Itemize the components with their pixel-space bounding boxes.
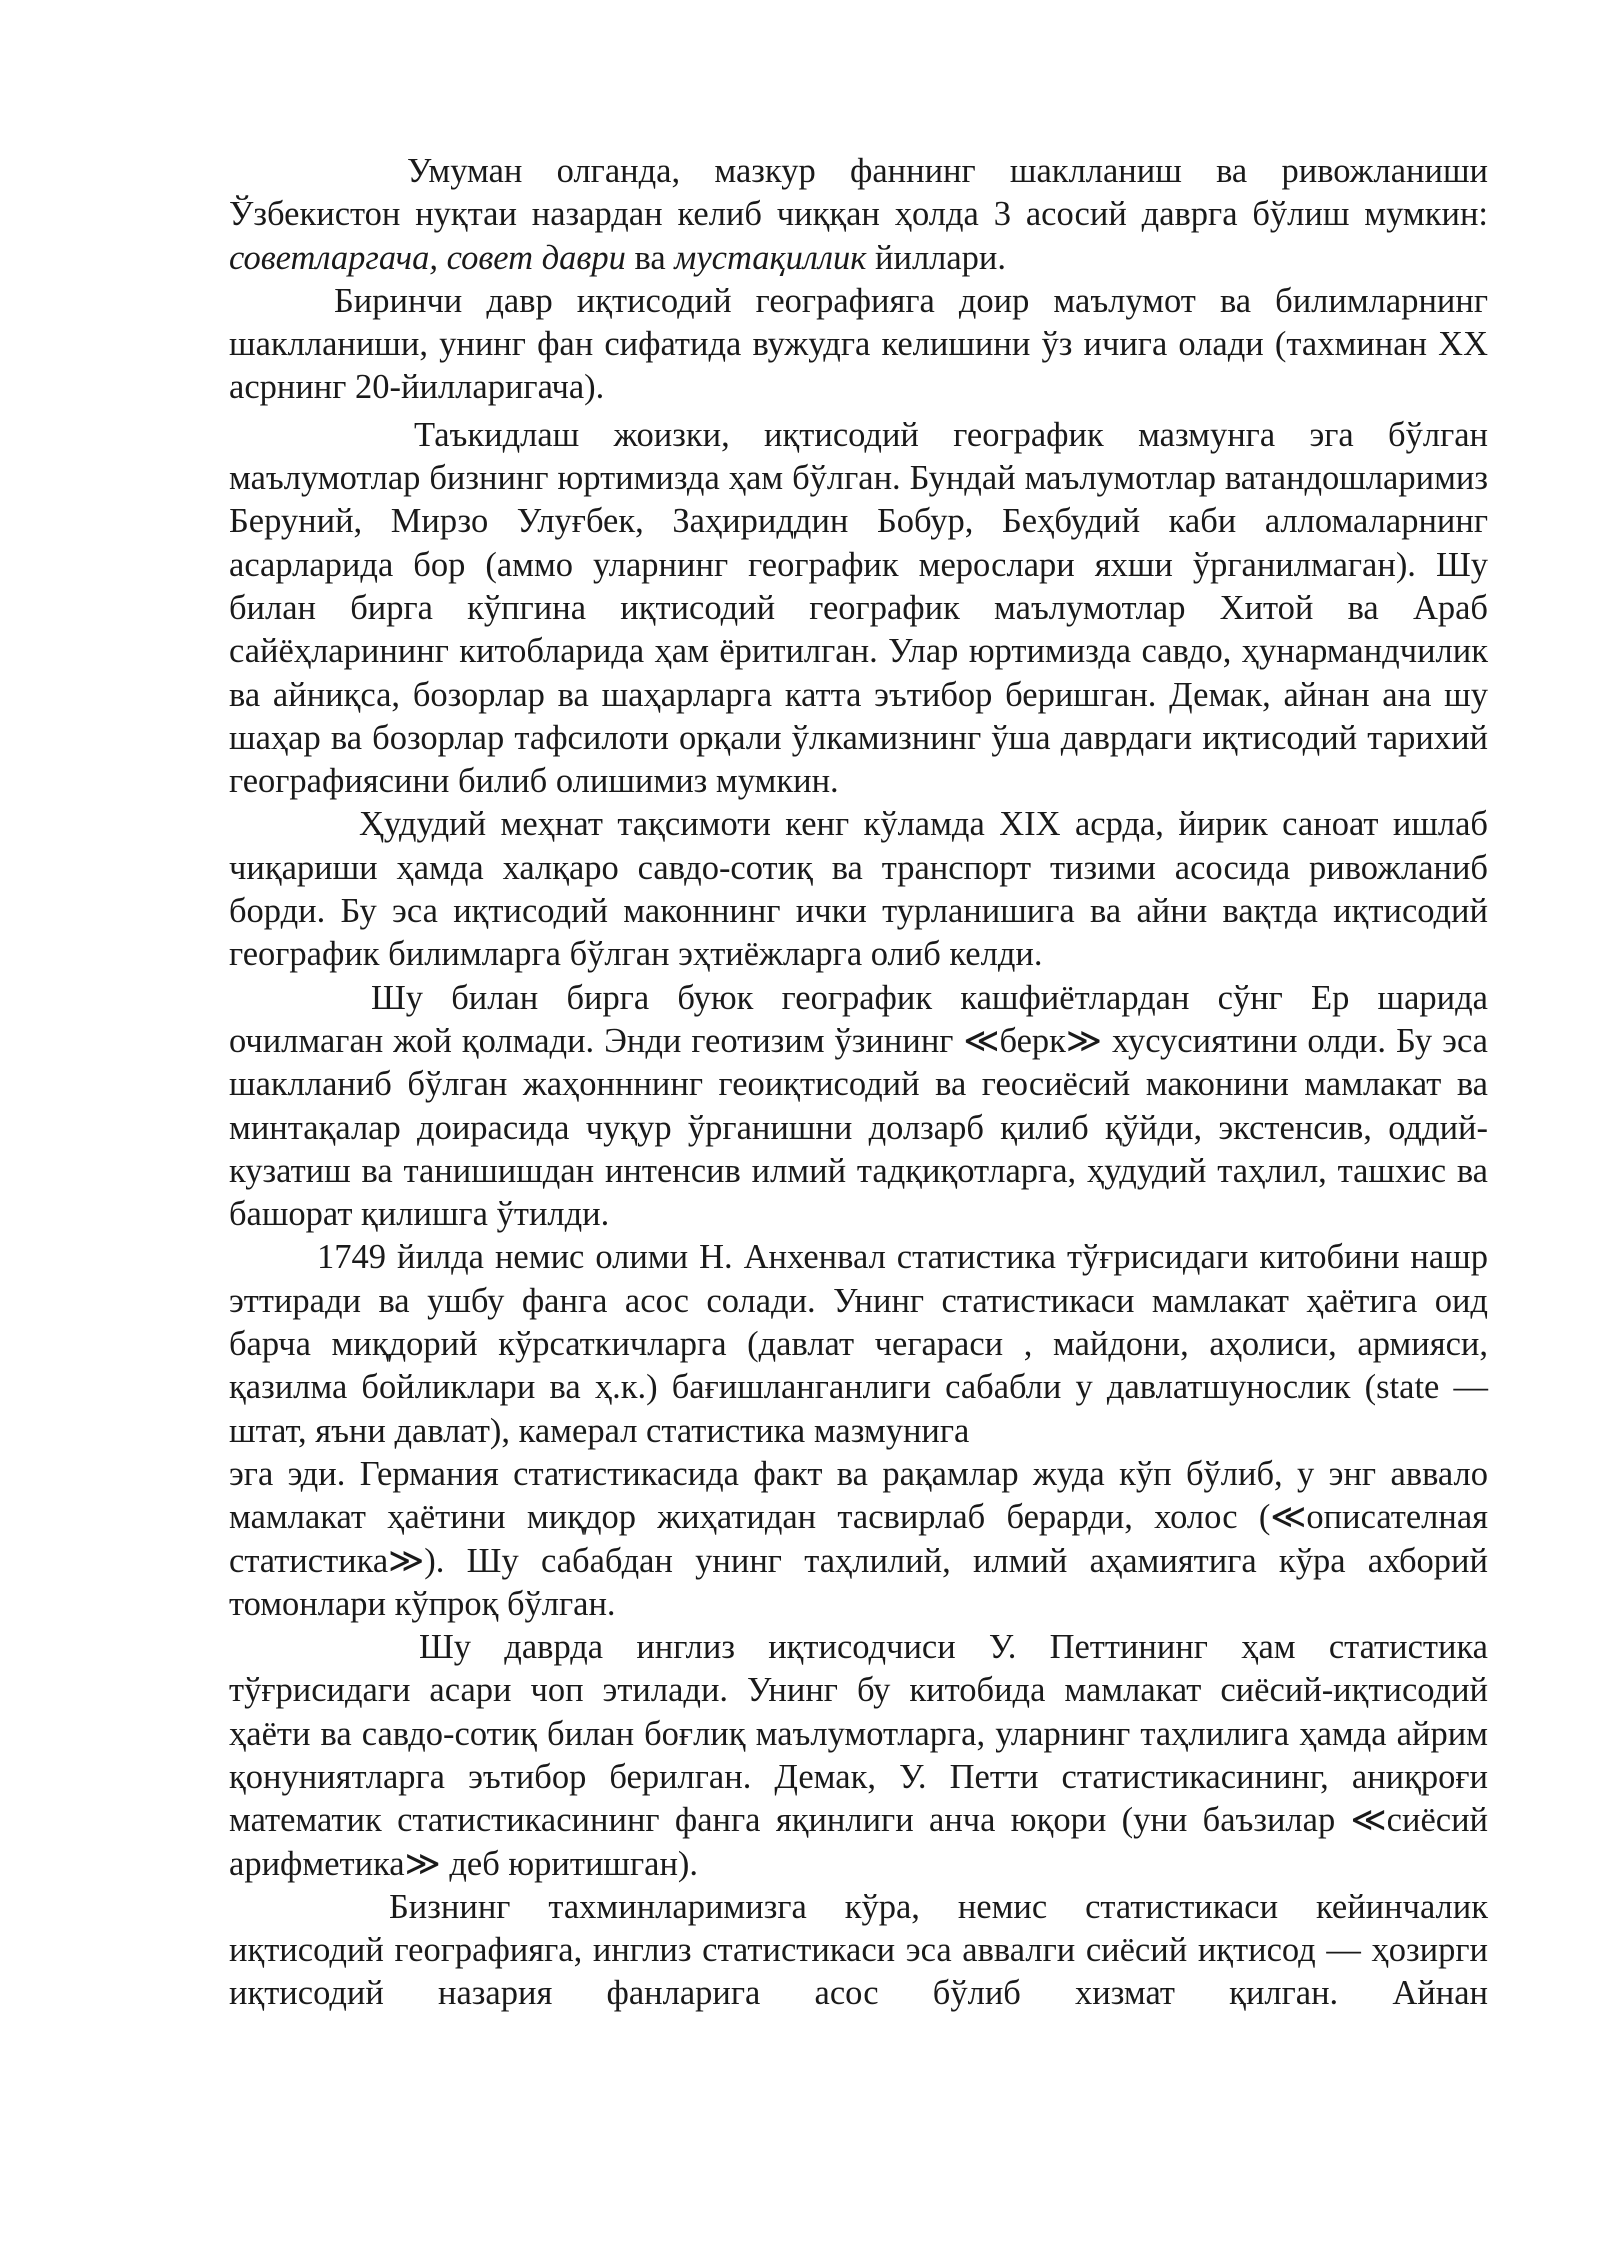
document-body bbox=[229, 150, 1488, 2016]
paragraph-6: 1749 йилда немис олими Н. Анхенвал статистика тўғрисидаги китобини нашр эттиради ва ушбу фанга асос солади. Унинг статистикаси мамлакат ҳаётига оид барча миқдорий кўрсаткичларга (давлат чегараси , майдони, аҳолиси, армияси, қазилма бойликлари ва ҳ.к.) бағишланганлиги сабабли у давлатшунослик (state — штат, яъни давлат), камерал статистика мазмунига bbox=[229, 1238, 1488, 1450]
paragraph-1 bbox=[229, 150, 1488, 280]
paragraph-2: Биринчи давр иқтисодий географияга доир маълумот ва билимларнинг шаклланиши, унинг фан сифатида вужудга келишини ўз ичига олади (тахминан XX асрнинг 20-йилларигача). bbox=[229, 281, 1488, 407]
paragraph-8: Шу даврда инглиз иқтисодчиси У. Петтининг ҳам статистика тўғрисидаги асари чоп этилади. Унинг бу китобида мамлакат сиёсий-иқтисодий ҳаёти ва савдо-сотиқ билан боғлиқ маълумотларга, уларнинг таҳлилига ҳамда айрим қонуниятларга эътибор берилган. Демак, У. Петти статистикасининг, аниқроғи математик статистикасининг фанга яқинлиги анча юқори (уни баъзилар ≪сиёсий арифметика≫ деб юритишган). bbox=[229, 1628, 1488, 1883]
paragraph-1-italic-independence: мустақиллик bbox=[674, 238, 867, 277]
paragraph-3: Таъкидлаш жоизки, иқтисодий географик мазмунга эга бўлган маълумотлар бизнинг юртимизда ҳам бўлган. Бундай маълумотлар ватандошларимиз Беруний, Мирзо Улуғбек, Заҳириддин Бобур, Беҳбудий каби алломаларнинг асарларида бор (аммо уларнинг географик мерослари яхши ўрганилмаган). Шу билан бирга кўпгина иқтисодий географик маълумотлар Хитой ва Араб сайёҳларининг китобларида ҳам ёритилган. Улар юртимизда савдо, ҳунармандчилик ва айниқса, бозорлар ва шаҳарларга катта эътибор беришган. Демак, айнан ана шу шаҳар ва бозорлар тафсилоти орқали ўлкамизнинг ўша даврдаги иқтисодий тарихий географиясини билиб олишимиз мумкин. bbox=[229, 415, 1488, 801]
paragraph-7: эга эди. Германия статистикасида факт ва рақамлар жуда кўп бўлиб, у энг аввало мамлакат ҳаётини миқдор жиҳатидан тасвирлаб берарди, холос (≪описателная статистика≫). Шу сабабдан унинг таҳлилий, илмий аҳамиятига кўра ахборий томонлари кўпроқ бўлган. bbox=[229, 1454, 1488, 1623]
paragraph-1-text-a: Умуман олганда, мазкур фаннинг шаклланиш ва ривожланиши Ўзбекистон нуқтаи назардан келиб чиққан ҳолда 3 асосий даврга бўлиш мумкин: bbox=[229, 152, 1488, 234]
paragraph-9: Бизнинг тахминларимизга кўра, немис статистикаси кейинчалик иқтисодий географияга, инглиз статистикаси эса аввалги сиёсий иқтисод — ҳозирги иқтисодий назария фанларига асос бўлиб хизмат қилган. Айнан bbox=[229, 1887, 1488, 2013]
paragraph-1-text-c: йиллари. bbox=[866, 238, 1007, 277]
paragraph-4: Ҳудудий меҳнат тақсимоти кенг кўламда XIX асрда, йирик саноат ишлаб чиқариши ҳамда халқаро савдо-сотиқ ва транспорт тизими асосида ривожланиб борди. Бу эса иқтисодий маконнинг ички турланишига ва айни вақтда иқтисодий географик билимларга бўлган эҳтиёжларга олиб келди. bbox=[229, 805, 1488, 974]
paragraph-1-text-b: ва bbox=[625, 238, 675, 277]
paragraph-5: Шу билан бирга буюк географик кашфиётлардан сўнг Ер шарида очилмаган жой қолмади. Энди геотизим ўзининг ≪берк≫ хусусиятини олди. Бу эса шаклланиб бўлган жаҳонннинг геоиқтисодий ва геосиёсий маконини мамлакат ва минтақалар доирасида чуқур ўрганишни долзарб қилиб қўйди, экстенсив, оддий-кузатиш ва танишишдан интенсив илмий тадқиқотларга, ҳудудий таҳлил, ташхис ва башорат қилишга ўтилди. bbox=[229, 978, 1488, 1234]
paragraph-1-italic-periods: советларгача, совет даври bbox=[229, 238, 626, 277]
